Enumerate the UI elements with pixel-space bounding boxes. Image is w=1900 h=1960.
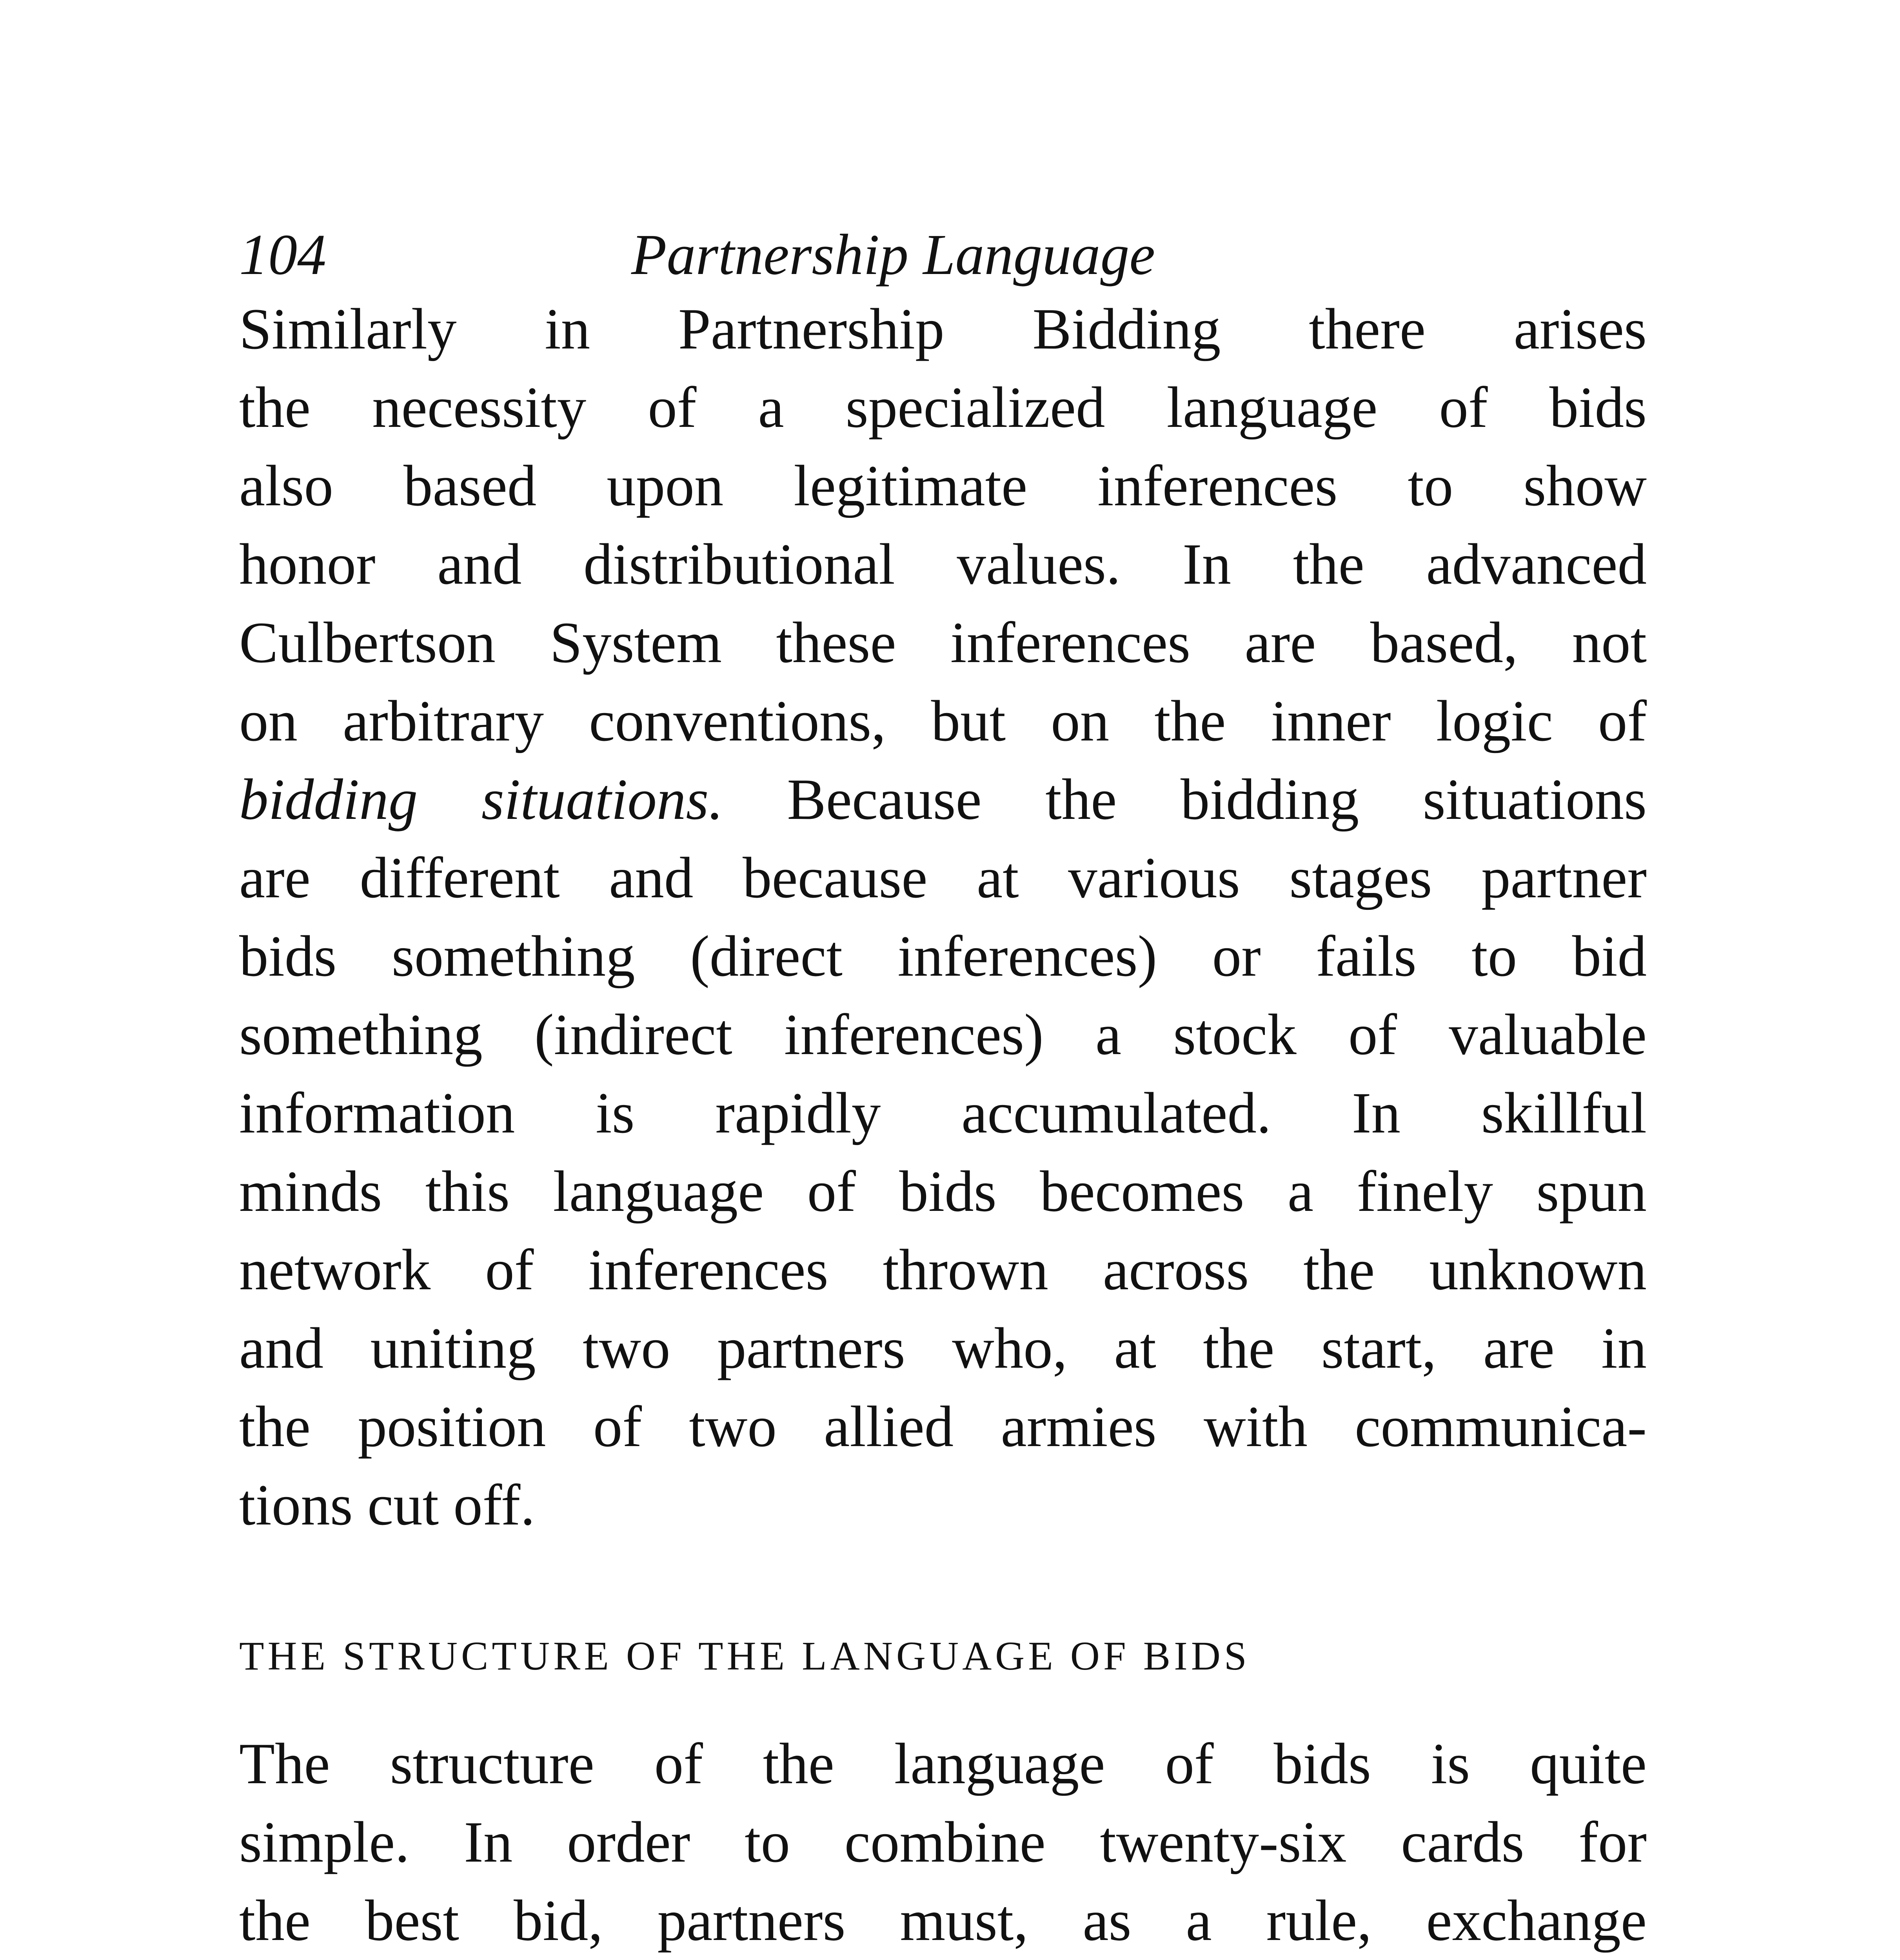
book-page <box>239 220 1647 1960</box>
text-line: simple. In order to combine twenty-six cards for <box>239 1810 1647 1875</box>
text-line: honor and distributional values. In the advanced <box>239 532 1647 597</box>
text-line: are different and because at various stages partner <box>239 846 1647 910</box>
text-line: Culbertson System these inferences are based, not <box>239 610 1647 675</box>
text-line: The structure of the language of bids is quite <box>239 1731 1647 1796</box>
running-head <box>239 220 1647 290</box>
text-line: Similarly in Partnership Bidding there arises <box>239 297 1647 361</box>
text-line: on arbitrary conventions, but on the inner logic of <box>239 689 1647 753</box>
text-line: something (indirect inferences) a stock of valuable <box>239 1002 1647 1067</box>
running-title: Partnership Language <box>631 223 1155 287</box>
text-line: network of inferences thrown across the unknown <box>239 1238 1647 1302</box>
text-line: bids something (direct inferences) or fails to bid <box>239 924 1647 989</box>
page-number: 104 <box>239 223 326 287</box>
text-line: the necessity of a specialized language of bids <box>239 375 1647 440</box>
paragraph-inner-logic <box>239 290 1647 1544</box>
paragraph-structure <box>239 1725 1647 1960</box>
text-line: and uniting two partners who, at the start, are in <box>239 1316 1647 1381</box>
text-line: information is rapidly accumulated. In skillful <box>239 1081 1647 1145</box>
section-heading: THE STRUCTURE OF THE LANGUAGE OF BIDS <box>239 1633 1250 1679</box>
emphasis-bidding-situations: bidding situations. <box>239 767 723 832</box>
text-line: minds this language of bids becomes a finely spun <box>239 1159 1647 1224</box>
text-line: also based upon legitimate inferences to show <box>239 454 1647 518</box>
text-line: tions cut off. <box>239 1473 535 1537</box>
text-line: the position of two allied armies with communica- <box>239 1394 1647 1459</box>
text-line: the best bid, partners must, as a rule, exchange <box>239 1888 1647 1953</box>
text-fragment: Because the bidding situations <box>723 767 1647 832</box>
text-line-emphasis <box>239 760 1647 839</box>
